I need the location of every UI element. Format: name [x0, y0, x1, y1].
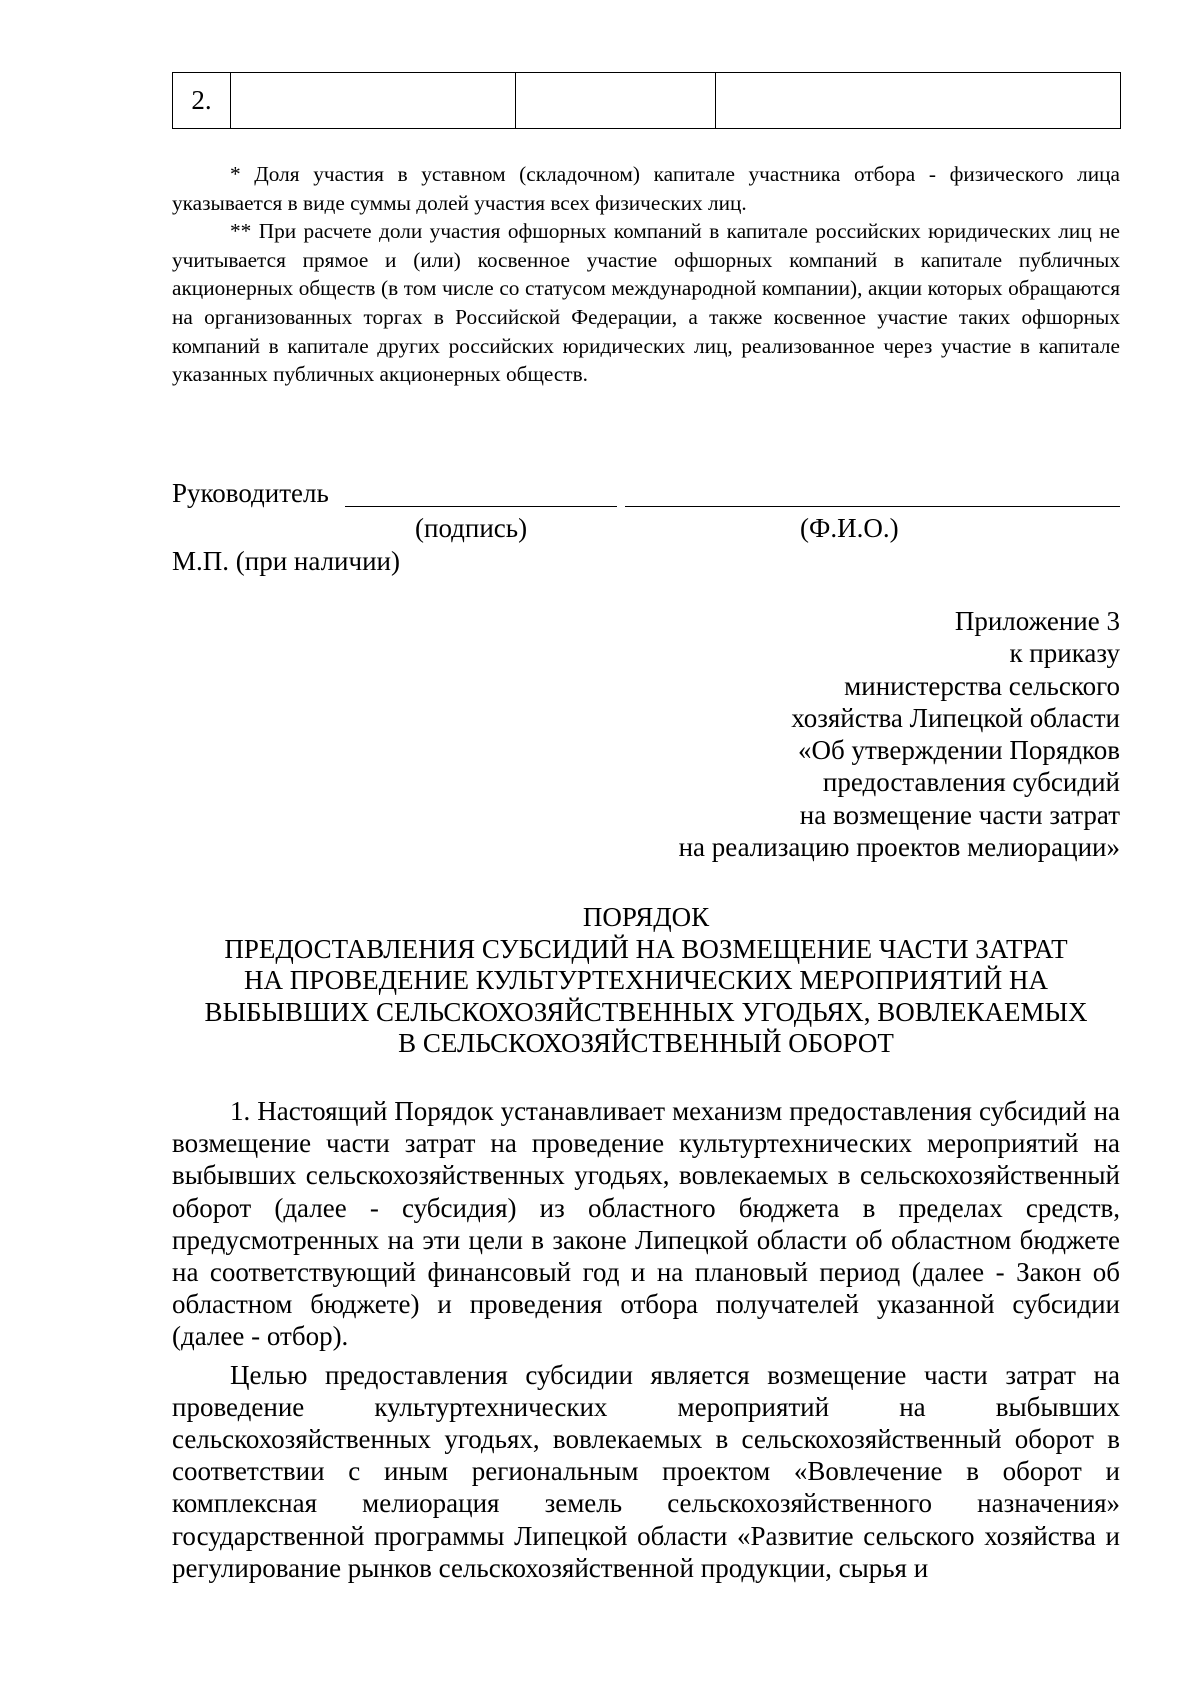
full-name-caption: (Ф.И.О.): [800, 513, 899, 543]
participants-table-fragment: [172, 72, 1121, 129]
appendix-line: министерства сельского: [844, 670, 1120, 701]
appendix-header: [500, 605, 1120, 863]
table-cell-empty: [716, 73, 1121, 129]
body-paragraph-1: 1. Настоящий Порядок устанавливает механизм предоставления субсидий на возмещение части затрат на проведение культуртехнических мероприятий на выбывших сельскохозяйственных угодьях, вовлекаемых в сельскохозяйственный оборот (далее - субсидия) из областного бюджета в пределах средств, предусмотренных на эти цели в законе Липецкой области об областном бюджете на соответствующий финансовый год и на плановый период (далее - Закон об областном бюджете) и проведения отбора получателей указанной субсидии (далее - отбор).: [172, 1096, 1120, 1352]
appendix-line: предоставления субсидий: [822, 767, 1120, 798]
title-line: В СЕЛЬСКОХОЗЯЙСТВЕННЫЙ ОБОРОТ: [398, 1028, 894, 1058]
document-title: [172, 902, 1120, 1060]
title-line: НА ПРОВЕДЕНИЕ КУЛЬТУРТЕХНИЧЕСКИХ МЕРОПРИЯТИЙ НА: [244, 965, 1048, 995]
appendix-line: на возмещение части затрат: [799, 799, 1120, 830]
table-cell-empty: [231, 73, 516, 129]
title-line: ПОРЯДОК: [582, 902, 710, 932]
signature-block: [172, 478, 1120, 576]
footnote-2: ** При расчете доли участия офшорных компаний в капитале российских юридических лиц не учитывается прямое и (или) косвенное участие офшорных компаний в капитале публичных акционерных обществ (в том числе со статусом международной компании), акции которых обращаются на организованных торгах в Российской Федерации, а также косвенное участие таких офшорных компаний в капитале других российских юридических лиц, реализованное через участие в капитале указанных публичных акционерных обществ.: [172, 219, 1120, 387]
footnotes: [172, 160, 1120, 389]
table-cell-empty: [516, 73, 716, 129]
signature-caption: (подпись): [415, 513, 528, 543]
table-row: [173, 73, 1121, 129]
title-line: ПРЕДОСТАВЛЕНИЯ СУБСИДИЙ НА ВОЗМЕЩЕНИЕ ЧАСТИ ЗАТРАТ: [224, 933, 1068, 964]
document-body: [172, 1095, 1120, 1590]
table-cell-row-number: 2.: [173, 73, 231, 129]
appendix-line: «Об утверждении Порядков: [798, 735, 1120, 766]
signature-label: Руководитель: [172, 478, 329, 508]
appendix-line: Приложение 3: [954, 606, 1120, 636]
footnote-1: * Доля участия в уставном (складочном) капитале участника отбора - физического лица указывается в виде суммы долей участия всех физических лиц.: [172, 162, 1120, 215]
full-name-underline: [625, 506, 1120, 507]
appendix-line: на реализацию проектов мелиорации»: [678, 832, 1120, 863]
appendix-line: к приказу: [1009, 638, 1120, 669]
seal-note: М.П. (при наличии): [172, 546, 400, 576]
appendix-line: хозяйства Липецкой области: [791, 702, 1120, 733]
signature-underline: [345, 506, 617, 507]
body-paragraph-2: Целью предоставления субсидии является возмещение части затрат на проведение культуртехнических мероприятий на выбывших сельскохозяйственных угодьях, вовлекаемых в сельскохозяйственный оборот в соответствии с иным региональным проектом «Вовлечение в оборот и комплексная мелиорация земель сельскохозяйственного назначения» государственной программы Липецкой области «Развитие сельского хозяйства и регулирование рынков сельскохозяйственной продукции, сырья и: [172, 1359, 1120, 1583]
title-line: ВЫБЫВШИХ СЕЛЬСКОХОЗЯЙСТВЕННЫХ УГОДЬЯХ, ВОВЛЕКАЕМЫХ: [204, 996, 1088, 1027]
